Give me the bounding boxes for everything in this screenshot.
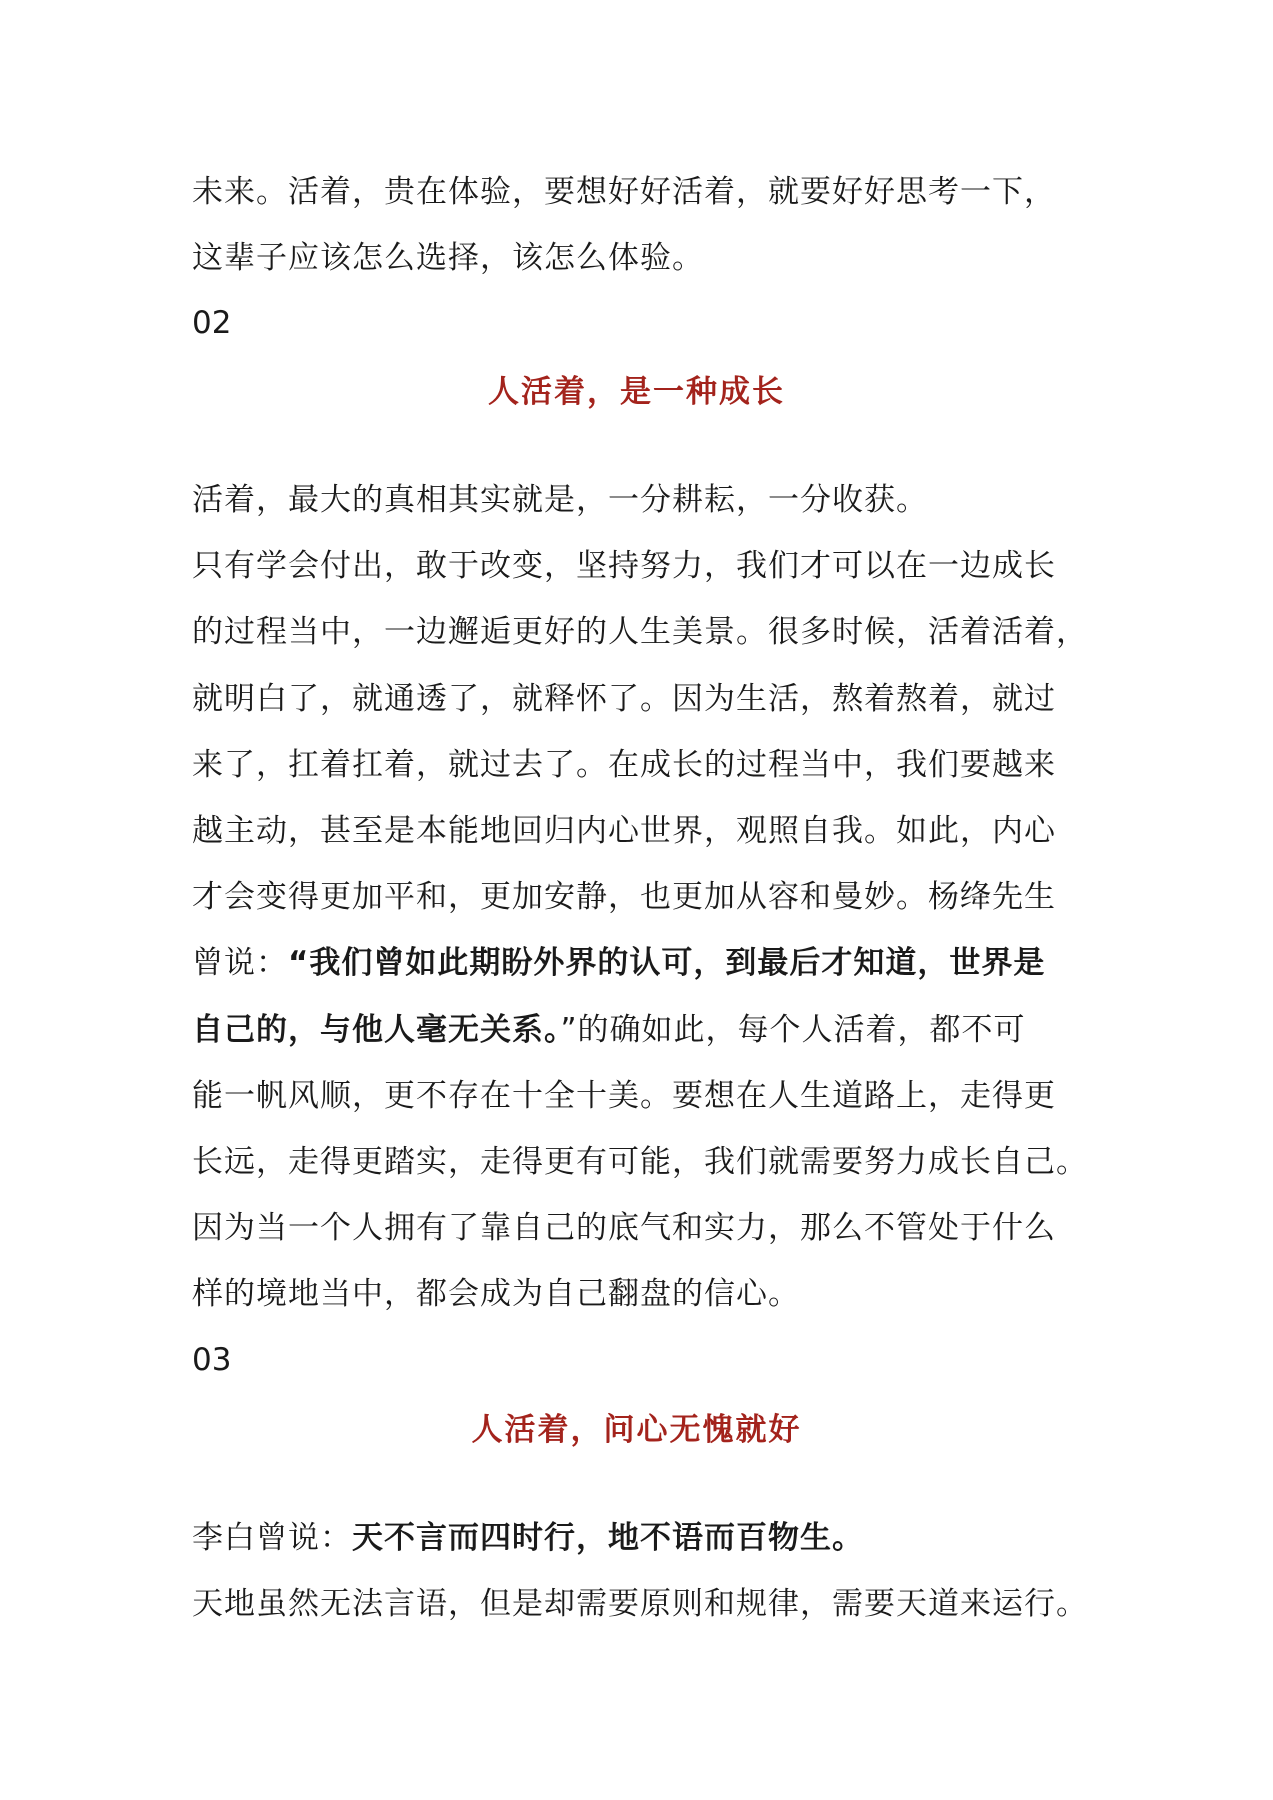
quote-line	[192, 1010, 1082, 1050]
paragraph-line: 越主动，甚至是本能地回归内心世界，观照自我。如此，内心	[192, 813, 1056, 849]
paragraph-line: 就明白了，就通透了，就释怀了。因为生活，熬着熬着，就过	[192, 681, 1056, 717]
section-heading: 人活着，问心无愧就好	[471, 1412, 802, 1448]
quote-prefix: 李白曾说：	[192, 1520, 352, 1556]
section-number: 02	[192, 305, 232, 341]
paragraph-line: 长远，走得更踏实，走得更有可能，我们就需要努力成长自己。	[192, 1144, 1088, 1180]
paragraph-line: 样的境地当中，都会成为自己翻盘的信心。	[192, 1276, 800, 1312]
quote-line	[192, 943, 1082, 983]
quote-text: 天不言而四时行，地不语而百物生。	[352, 1520, 864, 1556]
quote-text: “我们曾如此期盼外界的认可，到最后才知道，世界是	[288, 945, 1046, 981]
quote-text: 自己的，与他人毫无关系。	[192, 1012, 561, 1048]
paragraph-line: 才会变得更加平和，更加安静，也更加从容和曼妙。杨绛先生	[192, 879, 1056, 915]
paragraph-line: 来了，扛着扛着，就过去了。在成长的过程当中，我们要越来	[192, 747, 1056, 783]
paragraph-line: 因为当一个人拥有了靠自己的底气和实力，那么不管处于什么	[192, 1210, 1056, 1246]
paragraph-line: 只有学会付出，敢于改变，坚持努力，我们才可以在一边成长	[192, 548, 1056, 584]
paragraph-line: 能一帆风顺，更不存在十全十美。要想在人生道路上，走得更	[192, 1078, 1056, 1114]
section-heading: 人活着，是一种成长	[488, 374, 785, 410]
paragraph-line: 天地虽然无法言语，但是却需要原则和规律，需要天道来运行。	[192, 1586, 1088, 1622]
paragraph-line: 的过程当中，一边邂逅更好的人生美景。很多时候，活着活着，	[192, 614, 1088, 650]
quote-after: ”的确如此，每个人活着，都不可	[560, 1012, 1026, 1048]
quote-prefix: 曾说：	[192, 945, 288, 981]
paragraph-line: 未来。活着，贵在体验，要想好好活着，就要好好思考一下，	[192, 174, 1056, 210]
paragraph-line: 这辈子应该怎么选择，该怎么体验。	[192, 240, 704, 276]
section-number: 03	[192, 1342, 232, 1378]
quote-line	[192, 1518, 1082, 1558]
paragraph-line: 活着，最大的真相其实就是，一分耕耘，一分收获。	[192, 482, 928, 518]
